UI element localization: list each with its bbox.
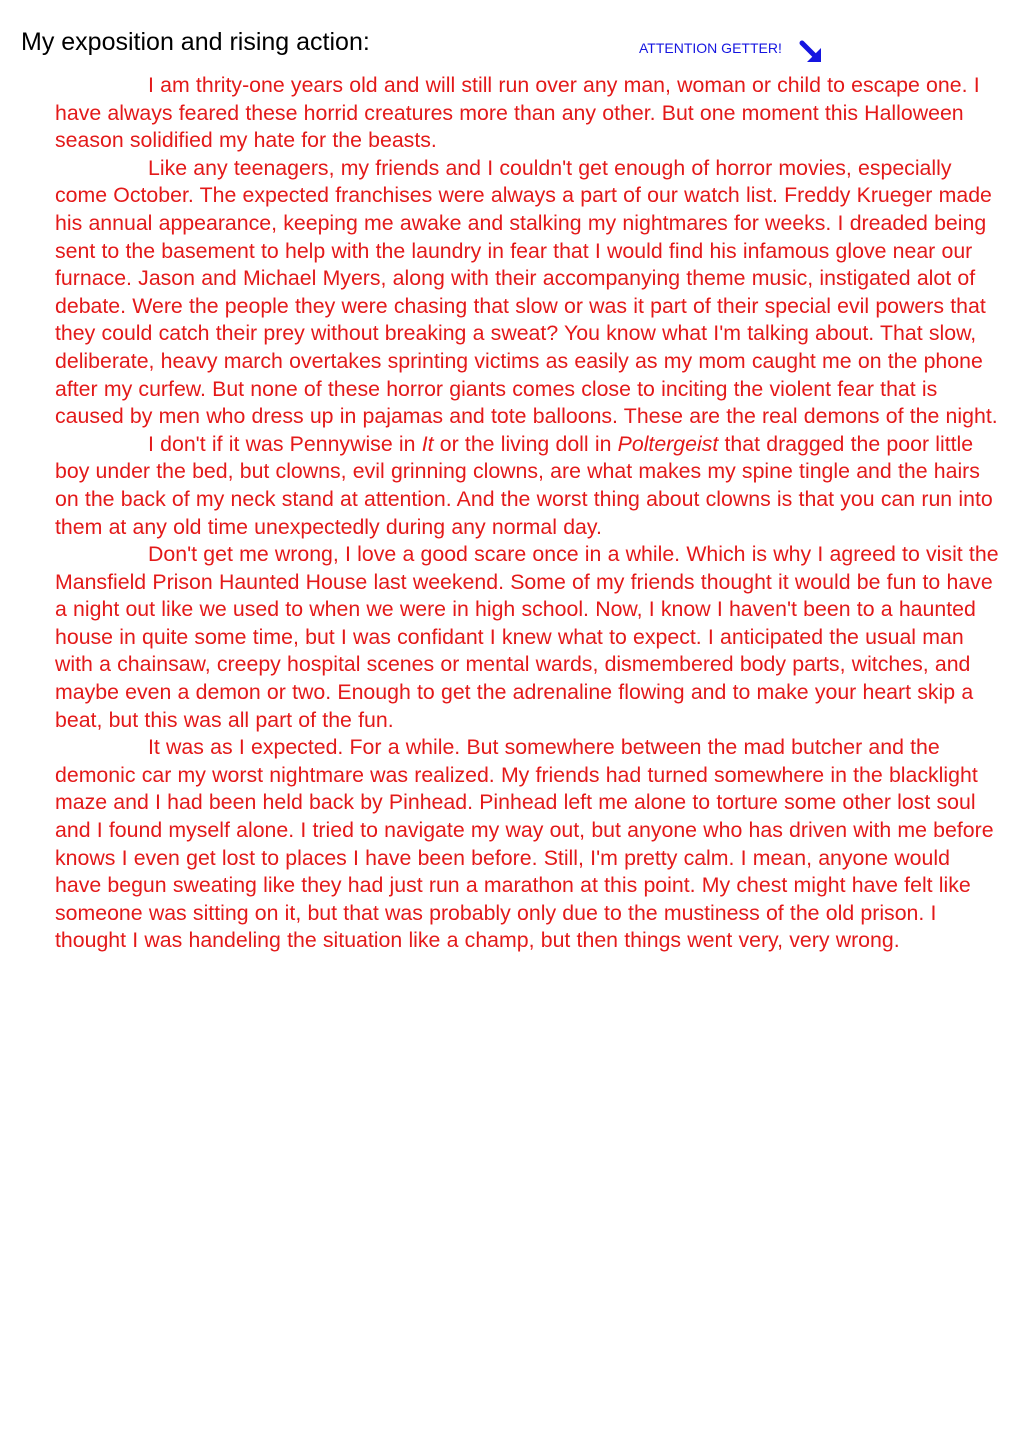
- paragraph-text: I don't if it was Pennywise in: [148, 431, 422, 456]
- essay-paragraph-5: It was as I expected. For a while. But somewhere between the mad butcher and the demonic car my worst nightmare was realized. My friends had turned somewhere in the blacklight maze and I had been held back by Pinhead. Pinhead left me alone to torture some other lost soul and I found myself alone. I tried to navigate my way out, but anyone who has driven with me before knows I even get lost to places I have been before. Still, I'm pretty calm. I mean, anyone would have begun sweating like they had just run a marathon at this point. My chest might have felt like someone was sitting on it, but that was probably only due to the mustiness of the old prison. I thought I was handeling the situation like a champ, but then things went very, very wrong.: [55, 735, 994, 953]
- paragraph-text: that dragged the poor little boy under the bed, but clowns, evil grinning clowns, are what makes my spine tingle and the hairs on the back of my neck stand at attention. And the worst thing about clowns is that you can run into them at any old time unexpectedly during any normal day.: [55, 431, 993, 539]
- arrow-down-right-icon: [797, 38, 825, 66]
- essay-paragraph-1: I am thrity-one years old and will still run over any man, woman or child to escape one. I have always feared these horrid creatures more than any other. But one moment this Halloween season solidified my hate for the beasts.: [55, 73, 980, 153]
- attention-getter-label: ATTENTION GETTER!: [639, 40, 782, 56]
- movie-title-poltergeist: Poltergeist: [617, 431, 719, 456]
- essay-paragraph-4: Don't get me wrong, I love a good scare once in a while. Which is why I agreed to visit the Mansfield Prison Haunted House last weekend. Some of my friends thought it would be fun to have a night out like we used to when we were in high school. Now, I know I haven't been to a haunted house in quite some time, but I was confidant I knew what to expect. I anticipated the usual man with a chainsaw, creepy hospital scenes or mental wards, dismembered body parts, witches, and maybe even a demon or two. Enough to get the adrenaline flowing and to make your heart skip a beat, but this was all part of the fun.: [55, 542, 999, 732]
- paragraph-text: or the living doll in: [433, 431, 618, 456]
- page-title: My exposition and rising action:: [21, 28, 370, 56]
- essay-body: [55, 72, 1000, 955]
- essay-paragraph-3: [55, 431, 1000, 541]
- essay-paragraph-2: Like any teenagers, my friends and I couldn't get enough of horror movies, especially come October. The expected franchises were always a part of our watch list. Freddy Krueger made his annual appearance, keeping me awake and stalking my nightmares for weeks. I dreaded being sent to the basement to help with the laundry in fear that I would find his infamous glove near our furnace. Jason and Michael Myers, along with their accompanying theme music, instigated alot of debate. Were the people they were chasing that slow or was it part of their special evil powers that they could catch their prey without breaking a sweat? You know what I'm talking about. That slow, deliberate, heavy march overtakes sprinting victims as easily as my mom caught me on the phone after my curfew. But none of these horror giants comes close to inciting the violent fear that is caused by men who dress up in pajamas and tote balloons. These are the real demons of the night.: [55, 155, 998, 429]
- movie-title-it: It: [421, 431, 434, 456]
